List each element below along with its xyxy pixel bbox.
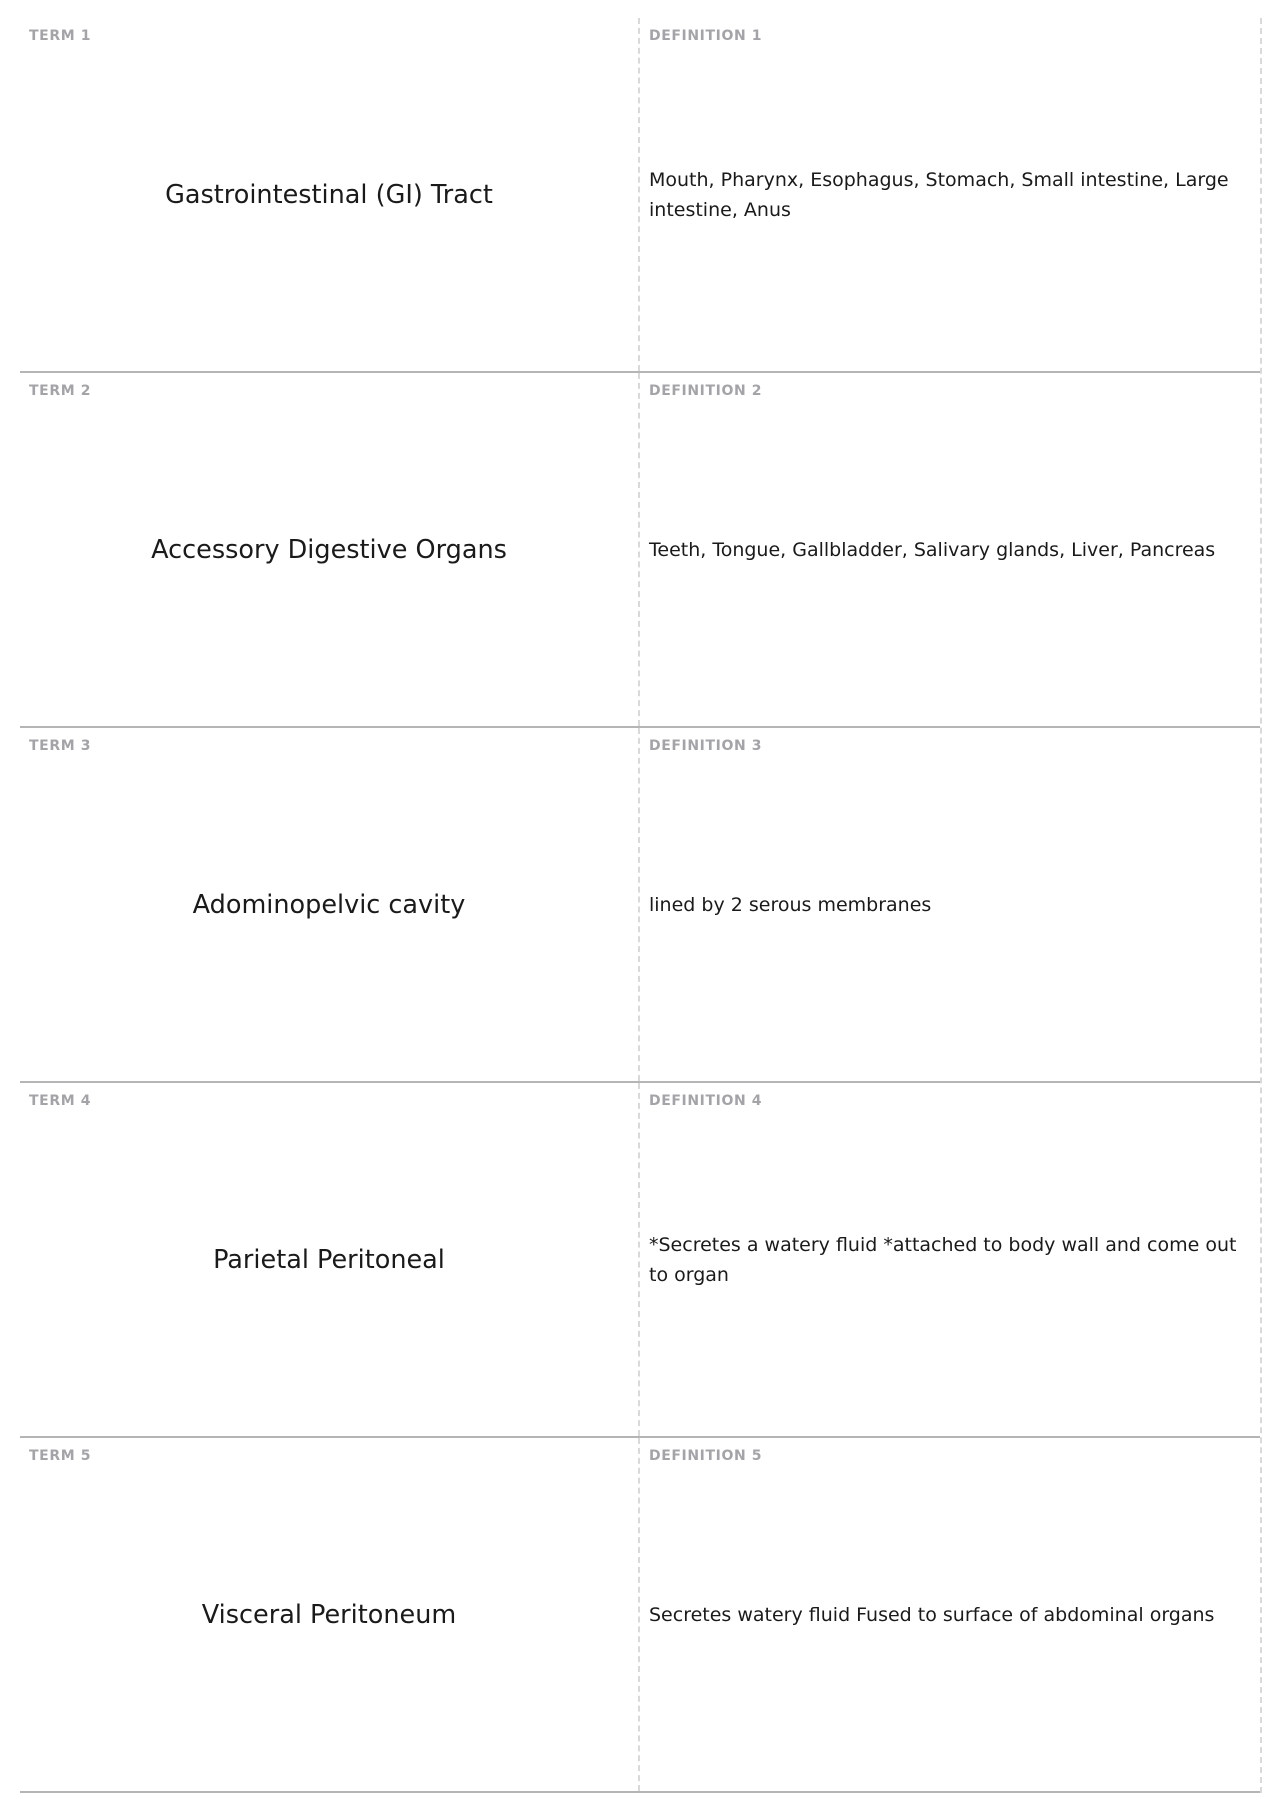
flashcard-row bbox=[20, 1083, 1260, 1438]
definition-cell bbox=[640, 373, 1260, 726]
term-text: Visceral Peritoneum bbox=[201, 1599, 457, 1630]
flashcard-row bbox=[20, 1438, 1260, 1793]
definition-label: DEFINITION 5 bbox=[649, 1448, 763, 1464]
definition-text: lined by 2 serous membranes bbox=[649, 893, 932, 916]
definition-cell bbox=[640, 728, 1260, 1081]
term-label: TERM 2 bbox=[29, 383, 92, 399]
term-cell bbox=[20, 373, 640, 726]
definition-text: Secretes watery fluid Fused to surface of abdominal organs bbox=[649, 1603, 1215, 1626]
definition-text: Teeth, Tongue, Gallbladder, Salivary glands, Liver, Pancreas bbox=[649, 538, 1216, 561]
term-cell bbox=[20, 1083, 640, 1436]
term-label: TERM 1 bbox=[29, 28, 92, 44]
definition-cell bbox=[640, 18, 1260, 371]
term-label: TERM 4 bbox=[29, 1093, 92, 1109]
definition-label: DEFINITION 1 bbox=[649, 28, 763, 44]
definition-cell bbox=[640, 1083, 1260, 1436]
definition-text: Mouth, Pharynx, Esophagus, Stomach, Small intestine, Large intestine, Anus bbox=[649, 168, 1229, 221]
term-text: Parietal Peritoneal bbox=[213, 1244, 445, 1275]
flashcard-sheet bbox=[20, 18, 1262, 1793]
flashcard-row bbox=[20, 373, 1260, 728]
definition-text: *Secretes a watery fluid *attached to body wall and come out to organ bbox=[649, 1233, 1237, 1286]
term-text: Gastrointestinal (GI) Tract bbox=[165, 179, 493, 210]
flashcard-row bbox=[20, 18, 1260, 373]
term-text: Accessory Digestive Organs bbox=[151, 534, 507, 565]
term-text: Adominopelvic cavity bbox=[192, 889, 466, 920]
definition-label: DEFINITION 4 bbox=[649, 1093, 763, 1109]
term-label: TERM 3 bbox=[29, 738, 92, 754]
term-label: TERM 5 bbox=[29, 1448, 92, 1464]
definition-label: DEFINITION 3 bbox=[649, 738, 763, 754]
term-cell bbox=[20, 18, 640, 371]
flashcard-row bbox=[20, 728, 1260, 1083]
definition-cell bbox=[640, 1438, 1260, 1791]
term-cell bbox=[20, 728, 640, 1081]
term-cell bbox=[20, 1438, 640, 1791]
definition-label: DEFINITION 2 bbox=[649, 383, 763, 399]
